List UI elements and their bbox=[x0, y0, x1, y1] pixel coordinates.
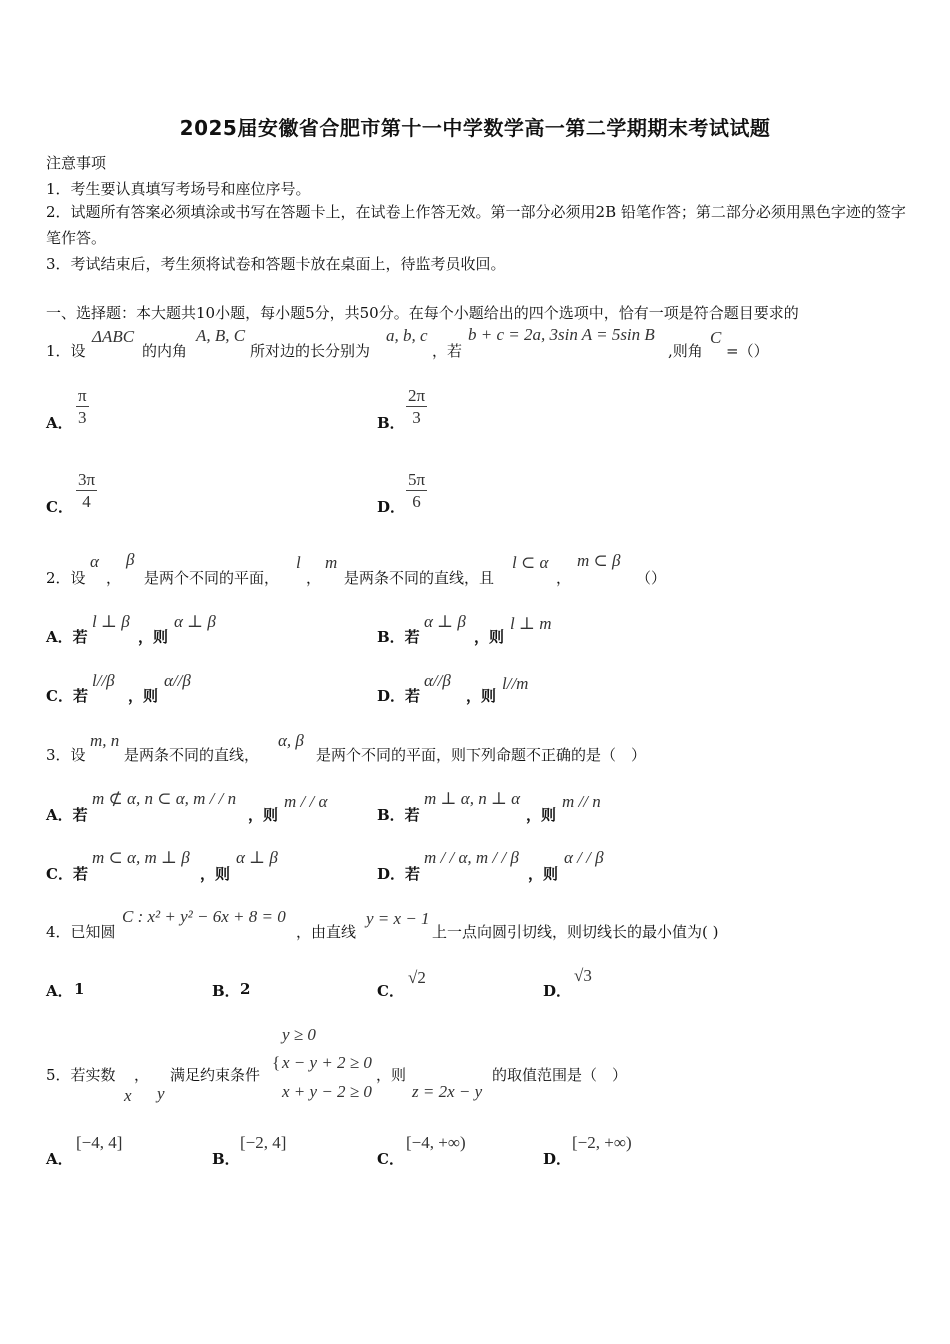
q2-stem: ， bbox=[106, 569, 122, 587]
note-item: 2．试题所有答案必须填涂或书写在答题卡上，在试卷上作答无效。第一部分必须用2B 铅笔作答；第二部分必须用黑色字迹的签字笔作答。 bbox=[46, 203, 906, 247]
option-math: l//m bbox=[502, 674, 529, 693]
option-label: C． bbox=[377, 982, 404, 1000]
q2-math: β bbox=[126, 550, 135, 569]
option-label: ，则 bbox=[526, 806, 557, 824]
q5-stem: 的取值范围是（ ） bbox=[492, 1066, 628, 1084]
note-item: 3．考试结束后，考生须将试卷和答题卡放在桌面上，待监考员收回。 bbox=[46, 255, 506, 273]
q1-stem: ，若 bbox=[432, 342, 463, 360]
option-math: m ⊥ α, n ⊥ α bbox=[424, 789, 521, 808]
q1-stem: =（） bbox=[726, 342, 769, 360]
option-label: C． bbox=[46, 498, 73, 516]
option-math: m ⊄ α, n ⊂ α, m / / n bbox=[92, 789, 237, 808]
note-item: 1．考生要认真填写考场号和座位序号。 bbox=[46, 180, 311, 198]
option-label: C．若 bbox=[46, 687, 88, 705]
option-math: √3 bbox=[574, 966, 592, 985]
option-math: α / / β bbox=[564, 848, 604, 867]
q3-stem: 是两条不同的直线， bbox=[124, 746, 260, 764]
option-math: α//β bbox=[164, 671, 191, 690]
option-label: C． bbox=[377, 1150, 404, 1168]
option-value: 2 bbox=[240, 980, 251, 998]
q5-stem: ，则 bbox=[376, 1066, 407, 1084]
q1-math: A, B, C bbox=[196, 326, 246, 345]
option-d-fraction: $\frac{5\pi}{6}$ bbox=[408, 470, 426, 511]
q5-math: y bbox=[157, 1084, 165, 1103]
option-label: B． bbox=[377, 414, 405, 432]
page-title: 2025届安徽省合肥市第十一中学数学高一第二学期期末考试试题 bbox=[179, 116, 771, 140]
q2-stem: 2．设 bbox=[46, 569, 86, 587]
q5-math: x bbox=[124, 1086, 132, 1105]
option-label: A．若 bbox=[46, 628, 88, 646]
q2-math: m ⊂ β bbox=[577, 551, 621, 570]
q2-stem: 是两个不同的平面， bbox=[144, 569, 280, 587]
q1-math: C bbox=[710, 328, 722, 347]
q5-stem: 5．若实数 bbox=[46, 1066, 116, 1084]
q3-math: α, β bbox=[278, 731, 304, 750]
section-heading: 一、选择题：本大题共10小题，每小题5分，共50分。在每个小题给出的四个选项中，恰有一项是符合题目要求的 bbox=[46, 304, 799, 322]
q1-stem: 的内角 bbox=[142, 342, 188, 360]
q5-stem: 满足约束条件 bbox=[170, 1066, 261, 1084]
option-label: D． bbox=[543, 1150, 572, 1168]
option-label: D．若 bbox=[377, 865, 421, 883]
q2-math: α bbox=[90, 552, 99, 571]
notes-heading: 注意事项 bbox=[46, 154, 107, 172]
q3-math: m, n bbox=[90, 731, 120, 750]
option-math: √2 bbox=[408, 968, 426, 987]
q2-math: l ⊂ α bbox=[512, 553, 549, 572]
option-label: C．若 bbox=[46, 865, 88, 883]
option-label: ，则 bbox=[248, 806, 279, 824]
q1-stem: ,则角 bbox=[668, 342, 703, 360]
option-label: A． bbox=[46, 982, 73, 1000]
q2-math: m bbox=[325, 553, 338, 572]
option-math: α ⊥ β bbox=[424, 612, 466, 631]
q2-stem: （） bbox=[636, 569, 667, 587]
option-label: B．若 bbox=[377, 628, 420, 646]
option-math: m / / α, m / / β bbox=[424, 848, 519, 867]
option-math: [−2, +∞) bbox=[572, 1133, 632, 1152]
option-label: B． bbox=[212, 1150, 240, 1168]
q2-stem: ， bbox=[306, 569, 322, 587]
option-label: A．若 bbox=[46, 806, 88, 824]
option-math: [−2, 4] bbox=[240, 1133, 287, 1152]
q1-stem: 1．设 bbox=[46, 342, 86, 360]
q3-stem: 3．设 bbox=[46, 746, 86, 764]
option-math: α ⊥ β bbox=[174, 612, 216, 631]
option-label: ，则 bbox=[200, 865, 231, 883]
q1-stem: 所对边的长分别为 bbox=[250, 342, 371, 360]
q1-math: ΔABC bbox=[92, 327, 135, 346]
q5-math: z = 2x − y bbox=[412, 1082, 483, 1101]
q4-math: C : x² + y² − 6x + 8 = 0 bbox=[122, 907, 286, 926]
q3-stem: 是两个不同的平面，则下列命题不正确的是（ ） bbox=[316, 746, 647, 764]
q2-stem: ， bbox=[556, 569, 572, 587]
q2-math: l bbox=[296, 553, 301, 572]
option-label: D． bbox=[543, 982, 572, 1000]
q4-math: y = x − 1 bbox=[366, 909, 430, 928]
q4-stem: 4．已知圆 bbox=[46, 923, 116, 941]
option-math: l//β bbox=[92, 671, 115, 690]
option-label: ，则 bbox=[474, 628, 505, 646]
option-label: ，则 bbox=[128, 687, 159, 705]
option-label: B． bbox=[212, 982, 240, 1000]
q5-stem: ， bbox=[134, 1066, 150, 1084]
option-math: m / / α bbox=[284, 792, 328, 811]
option-math: [−4, 4] bbox=[76, 1133, 123, 1152]
constraint-line: x + y − 2 ≥ 0 bbox=[282, 1082, 372, 1101]
q4-stem: ，由直线 bbox=[296, 923, 357, 941]
option-label: B．若 bbox=[377, 806, 420, 824]
option-a-fraction: $\frac{\pi}{3}$ bbox=[78, 386, 87, 427]
option-math: l ⊥ β bbox=[92, 612, 130, 631]
option-label: D． bbox=[377, 498, 406, 516]
constraint-line: x − y + 2 ≥ 0 bbox=[282, 1053, 372, 1072]
option-math: l ⊥ m bbox=[510, 614, 552, 633]
option-math: m ⊂ α, m ⊥ β bbox=[92, 848, 190, 867]
option-math: m // n bbox=[562, 792, 601, 811]
option-c-fraction: $\frac{3\pi}{4}$ bbox=[78, 470, 96, 511]
option-b-fraction: $\frac{2\pi}{3}$ bbox=[408, 386, 426, 427]
constraint-brace: { bbox=[272, 1053, 281, 1072]
option-value: 1 bbox=[74, 980, 85, 998]
option-label: ，则 bbox=[466, 687, 497, 705]
q2-stem: 是两条不同的直线，且 bbox=[344, 569, 495, 587]
option-math: [−4, +∞) bbox=[406, 1133, 466, 1152]
q1-math: b + c = 2a, 3sin A = 5sin B bbox=[468, 325, 655, 344]
option-math: α//β bbox=[424, 671, 451, 690]
option-label: A． bbox=[46, 1150, 73, 1168]
q1-math: a, b, c bbox=[386, 326, 428, 345]
option-label: D．若 bbox=[377, 687, 421, 705]
q4-stem: 上一点向圆引切线，则切线长的最小值为( ) bbox=[432, 923, 719, 941]
option-label: A． bbox=[46, 414, 73, 432]
option-math: α ⊥ β bbox=[236, 848, 278, 867]
option-label: ，则 bbox=[528, 865, 559, 883]
constraint-line: y ≥ 0 bbox=[282, 1025, 316, 1044]
option-label: ，则 bbox=[138, 628, 169, 646]
